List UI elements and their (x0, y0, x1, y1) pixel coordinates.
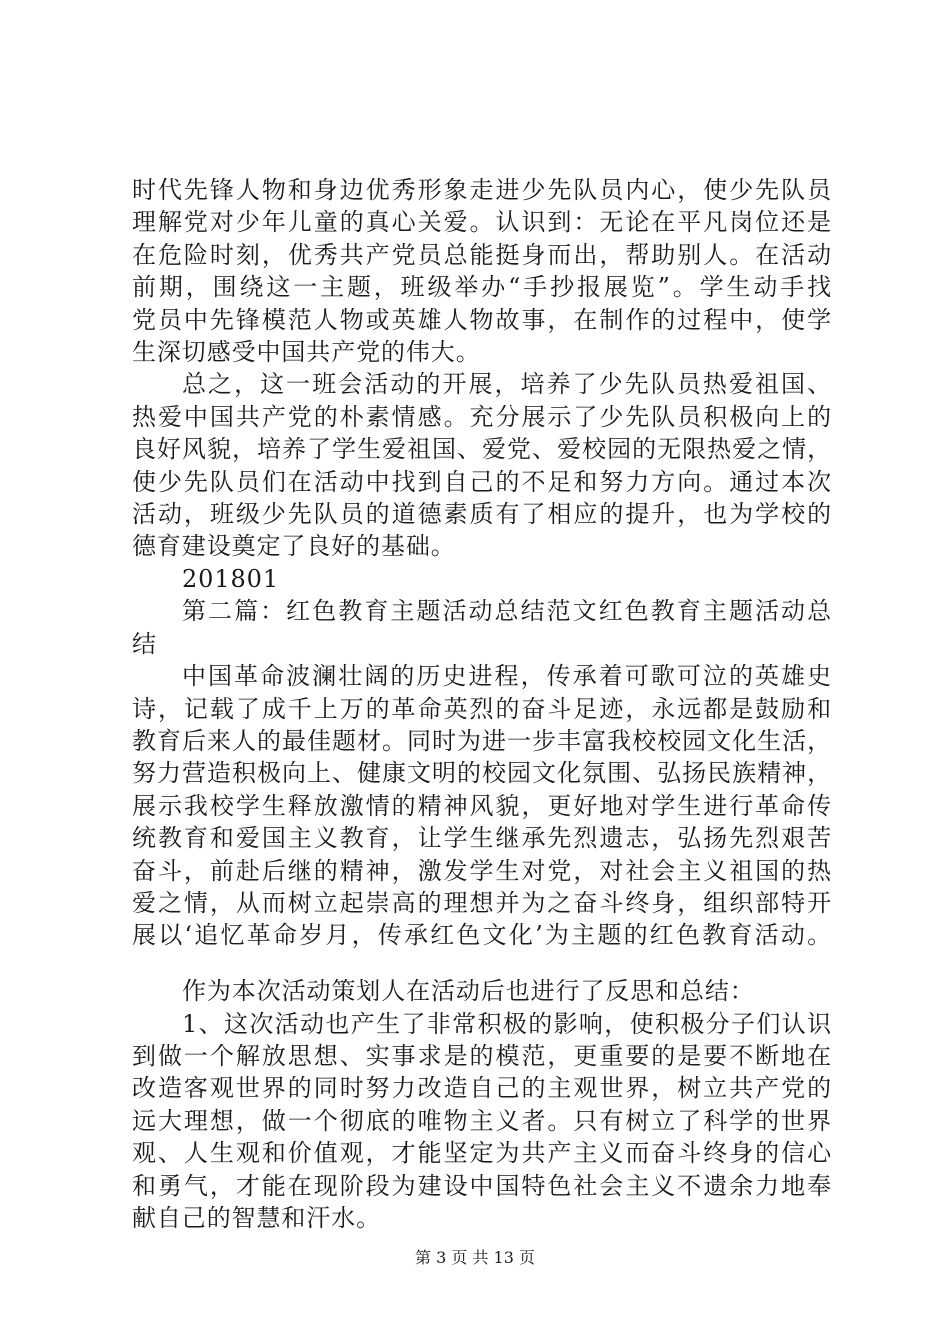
body-text-line: 德育建设奠定了良好的基础。 (132, 532, 456, 560)
body-text-line: 热爱中国共产党的朴素情感。充分展示了少先队员积极向上的 (132, 403, 832, 431)
body-text-line: 在危险时刻，优秀共产党员总能挺身而出，帮助别人。在活动 (132, 241, 832, 269)
body-text-line: 总之，这一班会活动的开展，培养了少先队员热爱祖国、 (182, 370, 832, 398)
body-text-line: 和勇气，才能在现阶段为建设中国特色社会主义不遗余力地奉 (132, 1172, 832, 1200)
body-text-line: 理解党对少年儿童的真心关爱。认识到：无论在平凡岗位还是 (132, 208, 832, 236)
date-line: 201801 (182, 565, 280, 593)
body-text-line: 努力营造积极向上、健康文明的校园文化氛围、弘扬民族精神， (132, 759, 832, 787)
body-text-line: 活动，班级少先队员的道德素质有了相应的提升，也为学校的 (132, 500, 832, 528)
body-text-line: 时代先锋人物和身边优秀形象走进少先队员内心，使少先队员 (132, 176, 832, 204)
body-text-line: 1、这次活动也产生了非常积极的影响，使积极分子们认识 (182, 1010, 832, 1038)
body-text-line: 改造客观世界的同时努力改造自己的主观世界，树立共产党的 (132, 1074, 832, 1102)
body-text-line: 作为本次活动策划人在活动后也进行了反思和总结： (182, 977, 755, 1005)
body-text-line: 生深切感受中国共产党的伟大。 (132, 338, 481, 366)
body-text-line: 观、人生观和价值观，才能坚定为共产主义而奋斗终身的信心 (132, 1139, 832, 1167)
body-text-line: 展以‘追忆革命岁月，传承红色文化’为主题的红色教育活动。 (132, 921, 832, 949)
body-text-line: 展示我校学生释放激情的精神风貌，更好地对学生进行革命传 (132, 792, 832, 820)
body-text-line: 到做一个解放思想、实事求是的模范，更重要的是要不断地在 (132, 1042, 832, 1070)
section-heading: 结 (132, 630, 157, 658)
body-text-line: 使少先队员们在活动中找到自己的不足和努力方向。通过本次 (132, 468, 832, 496)
body-text-line: 献自己的智慧和汗水。 (132, 1204, 381, 1232)
body-text-line: 良好风貌，培养了学生爱祖国、爱党、爱校园的无限热爱之情， (132, 435, 832, 463)
body-text-line: 教育后来人的最佳题材。同时为进一步丰富我校校园文化生活， (132, 727, 832, 755)
body-text-line: 爱之情，从而树立起崇高的理想并为之奋斗终身，组织部特开 (132, 889, 832, 917)
body-text-line: 统教育和爱国主义教育，让学生继承先烈遗志，弘扬先烈艰苦 (132, 824, 832, 852)
body-text-line: 中国革命波澜壮阔的历史进程，传承着可歌可泣的英雄史 (182, 662, 832, 690)
body-text-line: 前期，围绕这一主题，班级举办“手抄报展览”。学生动手找 (132, 273, 832, 301)
body-text-line: 奋斗，前赴后继的精神，激发学生对党，对社会主义祖国的热 (132, 857, 832, 885)
body-text-line: 党员中先锋模范人物或英雄人物故事，在制作的过程中，使学 (132, 306, 832, 334)
body-text-line: 诗，记载了成千上万的革命英烈的奋斗足迹，永远都是鼓励和 (132, 695, 832, 723)
body-text-line: 远大理想，做一个彻底的唯物主义者。只有树立了科学的世界 (132, 1107, 832, 1135)
section-heading: 第二篇：红色教育主题活动总结范文红色教育主题活动总 (182, 597, 832, 625)
page-number-footer: 第 3 页 共 13 页 (415, 1248, 535, 1267)
